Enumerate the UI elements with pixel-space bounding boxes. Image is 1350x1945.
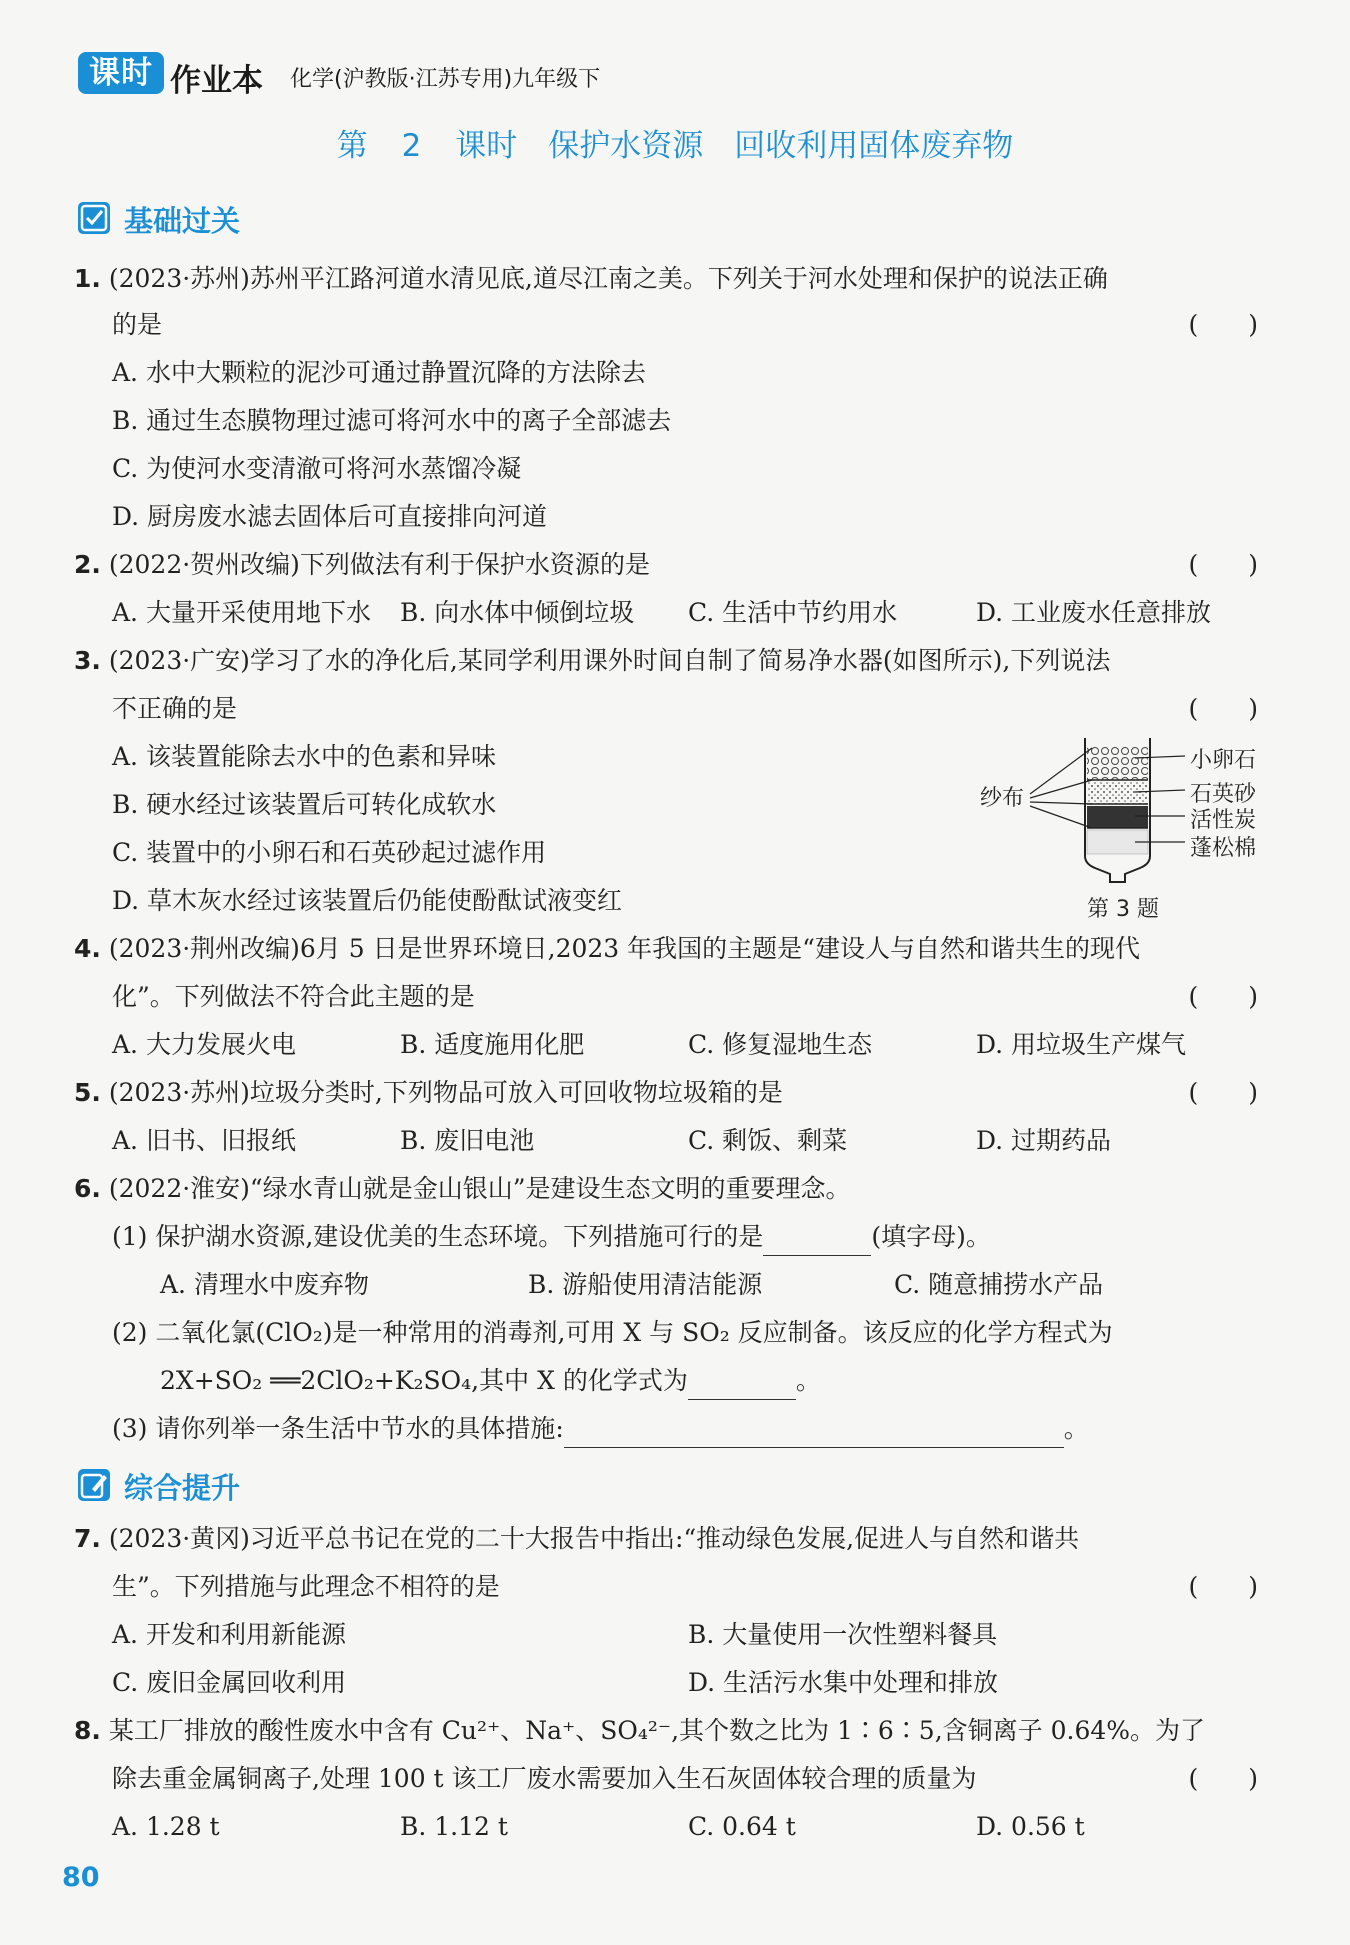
option-c: C. 生活中节约用水 xyxy=(688,598,898,627)
question-text: (2022·贺州改编)下列做法有利于保护水资源的是 xyxy=(108,550,650,579)
subquestion-tail: (填字母)。 xyxy=(871,1222,991,1251)
option-d: D. 厨房废水滤去固体后可直接排向河道 xyxy=(112,502,548,531)
question-number: 6. xyxy=(74,1174,101,1203)
answer-paren: ( ) xyxy=(1188,310,1258,339)
subquestion-2: (2) 二氧化氯(ClO₂)是一种常用的消毒剂,可用 X 与 SO₂ 反应制备。该反应的化学方程式为 xyxy=(112,1318,1113,1347)
question-number: 4. xyxy=(74,934,101,963)
question-number: 2. xyxy=(74,550,101,579)
answer-blank[interactable] xyxy=(763,1255,871,1256)
figure-caption: 第 3 题 xyxy=(1087,897,1159,922)
lesson-title: 第 2 课时 保护水资源 回收利用固体废弃物 xyxy=(336,128,1014,164)
answer-blank[interactable] xyxy=(688,1399,796,1400)
question-7 xyxy=(74,1520,1079,1558)
answer-paren: ( ) xyxy=(1188,1078,1258,1107)
option-d: D. 0.56 t xyxy=(976,1812,1085,1841)
question-number: 1. xyxy=(74,264,101,293)
option-a: A. 大力发展火电 xyxy=(112,1030,296,1059)
option-a: A. 开发和利用新能源 xyxy=(112,1620,346,1649)
question-text-cont: 生”。下列措施与此理念不相符的是 xyxy=(112,1572,500,1601)
question-text-cont: 除去重金属铜离子,处理 100 t 该工厂废水需要加入生石灰固体较合理的质量为 xyxy=(112,1764,977,1793)
subquestion-tail: 。 xyxy=(795,1366,821,1395)
option-d: D. 过期药品 xyxy=(976,1126,1112,1155)
page-number: 80 xyxy=(62,1862,100,1893)
option-d: D. 生活污水集中处理和排放 xyxy=(688,1668,999,1697)
question-6 xyxy=(74,1170,851,1208)
option-b: B. 1.12 t xyxy=(400,1812,508,1841)
question-text: (2023·苏州)苏州平江路河道水清见底,道尽江南之美。下列关于河水处理和保护的说法正确 xyxy=(108,264,1108,293)
option-b: B. 大量使用一次性塑料餐具 xyxy=(688,1620,998,1649)
answer-paren: ( ) xyxy=(1188,1572,1258,1601)
section-basic-heading: 基础过关 xyxy=(124,204,241,238)
question-number: 5. xyxy=(74,1078,101,1107)
option-d: D. 工业废水任意排放 xyxy=(976,598,1212,627)
figure-label: 活性炭 xyxy=(1190,808,1257,833)
question-text: (2022·淮安)“绿水青山就是金山银山”是建设生态文明的重要理念。 xyxy=(108,1174,851,1203)
option-b: B. 向水体中倾倒垃圾 xyxy=(400,598,635,627)
option-a: A. 旧书、旧报纸 xyxy=(112,1126,296,1155)
subquestion-3 xyxy=(112,1410,1089,1448)
question-4 xyxy=(74,930,1140,968)
book-title: 作业本 xyxy=(170,63,263,99)
option-a: A. 1.28 t xyxy=(112,1812,220,1841)
option-b: B. 游船使用清洁能源 xyxy=(528,1270,763,1299)
option-b: B. 硬水经过该装置后可转化成软水 xyxy=(112,790,497,819)
checkbox-icon xyxy=(78,202,110,234)
option-a: A. 该装置能除去水中的色素和异味 xyxy=(112,742,496,771)
answer-paren: ( ) xyxy=(1188,1764,1258,1793)
subject-label: 化学(沪教版·江苏专用)九年级下 xyxy=(290,67,601,92)
book-logo-badge: 课时 xyxy=(78,52,164,94)
subquestion-1 xyxy=(112,1218,991,1256)
option-d: D. 用垃圾生产煤气 xyxy=(976,1030,1187,1059)
question-2 xyxy=(74,546,650,584)
option-a: A. 清理水中废弃物 xyxy=(160,1270,369,1299)
subquestion-2-equation xyxy=(160,1362,821,1400)
option-b: B. 废旧电池 xyxy=(400,1126,535,1155)
question-text: (2023·苏州)垃圾分类时,下列物品可放入可回收物垃圾箱的是 xyxy=(108,1078,783,1107)
question-1 xyxy=(74,260,1108,298)
option-c: C. 剩饭、剩菜 xyxy=(688,1126,848,1155)
figure-label: 小卵石 xyxy=(1190,748,1257,773)
question-text: 某工厂排放的酸性废水中含有 Cu²⁺、Na⁺、SO₄²⁻,其个数之比为 1∶6∶5,含铜离子 0.64%。为了 xyxy=(108,1716,1206,1745)
figure-label: 蓬松棉 xyxy=(1190,836,1257,861)
section-advanced-heading: 综合提升 xyxy=(124,1471,241,1505)
option-c: C. 随意捕捞水产品 xyxy=(894,1270,1104,1299)
option-c: C. 废旧金属回收利用 xyxy=(112,1668,347,1697)
question-number: 7. xyxy=(74,1524,101,1553)
option-d: D. 草木灰水经过该装置后仍能使酚酞试液变红 xyxy=(112,886,623,915)
option-c: C. 装置中的小卵石和石英砂起过滤作用 xyxy=(112,838,547,867)
option-c: C. 修复湿地生态 xyxy=(688,1030,873,1059)
question-text-cont: 化”。下列做法不符合此主题的是 xyxy=(112,982,475,1011)
answer-paren: ( ) xyxy=(1188,550,1258,579)
option-b: B. 适度施用化肥 xyxy=(400,1030,585,1059)
figure-label-gauze: 纱布 xyxy=(980,786,1025,811)
option-b: B. 通过生态膜物理过滤可将河水中的离子全部滤去 xyxy=(112,406,672,435)
subquestion-text: (1) 保护湖水资源,建设优美的生态环境。下列措施可行的是 xyxy=(112,1222,764,1251)
answer-paren: ( ) xyxy=(1188,982,1258,1011)
question-text: (2023·黄冈)习近平总书记在党的二十大报告中指出:“推动绿色发展,促进人与自然和谐共 xyxy=(108,1524,1080,1553)
option-a: A. 水中大颗粒的泥沙可通过静置沉降的方法除去 xyxy=(112,358,646,387)
question-8 xyxy=(74,1712,1205,1750)
subquestion-text: (3) 请你列举一条生活中节水的具体措施: xyxy=(112,1414,564,1443)
option-c: C. 为使河水变清澈可将河水蒸馏冷凝 xyxy=(112,454,522,483)
subquestion-tail: 。 xyxy=(1063,1414,1089,1443)
question-5 xyxy=(74,1074,783,1112)
option-a: A. 大量开采使用地下水 xyxy=(112,598,371,627)
answer-paren: ( ) xyxy=(1188,694,1258,723)
question-number: 8. xyxy=(74,1716,101,1745)
question-3 xyxy=(74,642,1110,680)
option-c: C. 0.64 t xyxy=(688,1812,796,1841)
figure-label: 石英砂 xyxy=(1190,782,1257,807)
edit-icon xyxy=(78,1469,110,1501)
question-text-cont: 的是 xyxy=(112,310,163,339)
question-text: (2023·荆州改编)6月 5 日是世界环境日,2023 年我国的主题是“建设人与自然和谐共生的现代 xyxy=(108,934,1140,963)
question-text: (2023·广安)学习了水的净化后,某同学利用课外时间自制了简易净水器(如图所示),下列说法 xyxy=(108,646,1111,675)
question-number: 3. xyxy=(74,646,101,675)
question-text-cont: 不正确的是 xyxy=(112,694,238,723)
equation-text: 2X+SO₂ ══2ClO₂+K₂SO₄,其中 X 的化学式为 xyxy=(160,1366,688,1395)
answer-blank[interactable] xyxy=(564,1447,1064,1448)
